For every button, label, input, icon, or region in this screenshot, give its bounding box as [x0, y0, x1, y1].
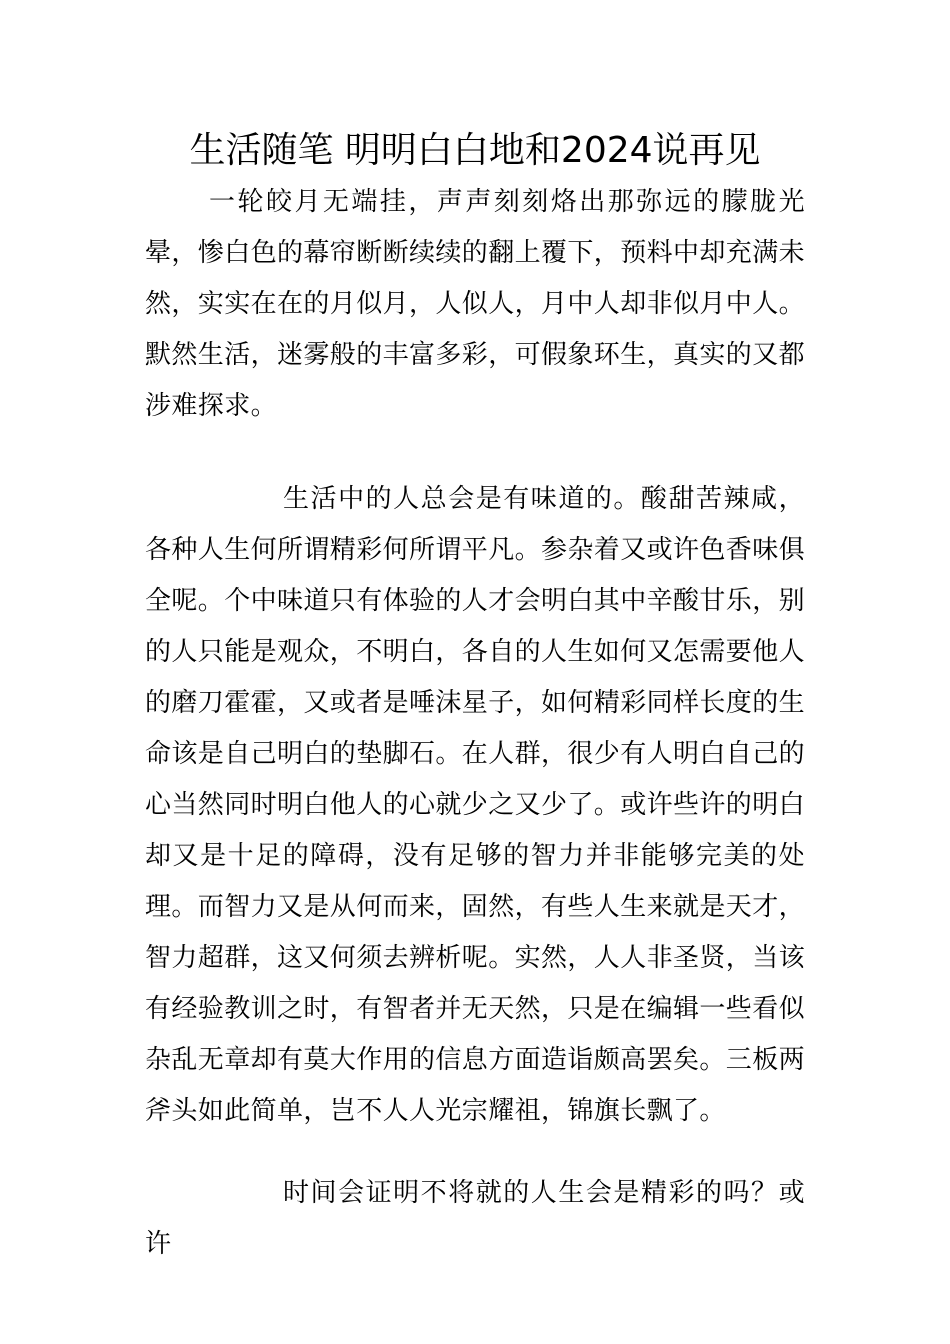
paragraph-1: 一轮皎月无端挂，声声刻刻烙出那弥远的朦胧光晕，惨白色的幕帘断断续续的翻上覆下，预料中却充满未然，实实在在的月似月，人似人，月中人却非似月中人。默然生活，迷雾般的丰富多彩，可假象环生，真实的又都涉难探求。	[145, 187, 806, 421]
paragraph-2: 生活中的人总会是有味道的。酸甜苦辣咸，各种人生何所谓精彩何所谓平凡。参杂着又或许色香味俱全呢。个中味道只有体验的人才会明白其中辛酸甘乐，别的人只能是观众，不明白，各自的人生如何又怎需要他人的磨刀霍霍，又或者是唾沫星子，如何精彩同样长度的生命该是自己明白的垫脚石。在人群，很少有人明白自己的心当然同时明白他人的心就少之又少了。或许些许的明白却又是十足的障碍，没有足够的智力并非能够完美的处理。而智力又是从何而来，固然，有些人生来就是天才，智力超群，这又何须去辨析呢。实然，人人非圣贤，当该有经验教训之时，有智者并无天然，只是在编辑一些看似杂乱无章却有莫大作用的信息方面造诣颇高罢矣。三板两斧头如此简单，岂不人人光宗耀祖，锦旗长飘了。	[145, 484, 806, 1126]
page-title: 生活随笔 明明白白地和2024说再见	[189, 130, 761, 171]
paragraph-3: 时间会证明不将就的人生会是精彩的吗？或许	[145, 1178, 805, 1259]
